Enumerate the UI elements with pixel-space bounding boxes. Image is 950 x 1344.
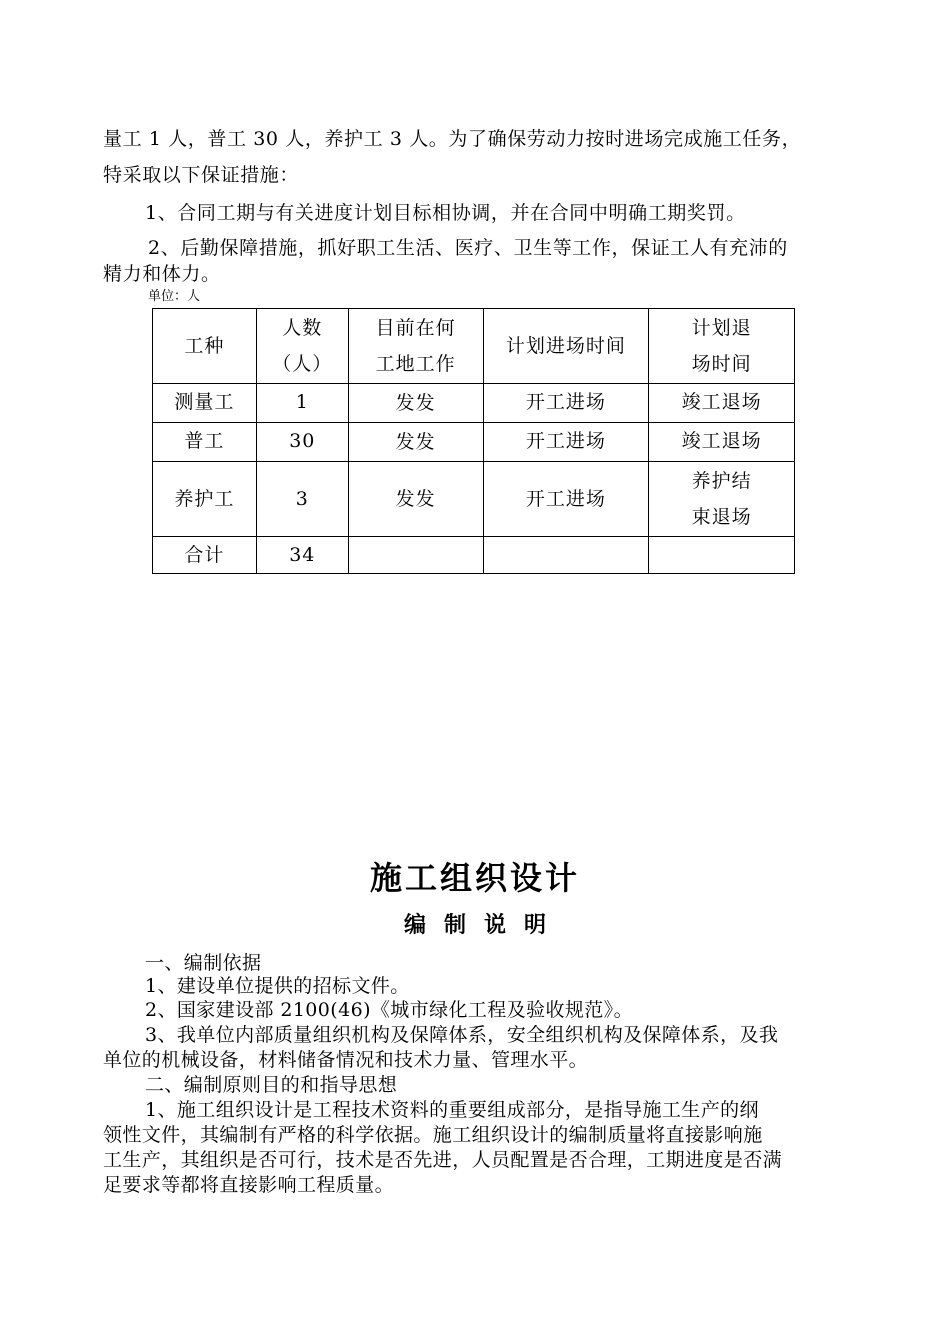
row-exit-line-2: 束退场 bbox=[691, 506, 752, 528]
row-exit: 竣工退场 bbox=[649, 423, 795, 462]
table-row bbox=[153, 462, 795, 537]
basis-item-2: 2、国家建设部 2100(46)《城市绿化工程及验收规范》。 bbox=[145, 999, 633, 1021]
table-header-row bbox=[153, 309, 795, 384]
row-exit: 竣工退场 bbox=[649, 384, 795, 423]
intro-line-2: 特采取以下保证措施： bbox=[103, 164, 300, 186]
table-total-row bbox=[153, 537, 795, 574]
table-row bbox=[153, 384, 795, 423]
row-entry: 开工进场 bbox=[483, 384, 649, 423]
row-entry: 开工进场 bbox=[483, 462, 649, 537]
row-entry: 开工进场 bbox=[483, 423, 649, 462]
total-empty-cell bbox=[348, 537, 483, 574]
header-exit-time-line-1: 计划退 bbox=[691, 317, 752, 339]
intro-line-1: 量工 1 人，普工 30 人，养护工 3 人。为了确保劳动力按时进场完成施工任务， bbox=[103, 128, 802, 150]
header-current-site-line-2: 工地工作 bbox=[375, 353, 456, 375]
staffing-table bbox=[152, 308, 795, 574]
principle-1-line-1: 1、施工组织设计是工程技术资料的重要组成部分，是指导施工生产的纲 bbox=[145, 1099, 759, 1121]
row-trade: 测量工 bbox=[153, 384, 257, 423]
principle-1-line-3: 工生产，其组织是否可行，技术是否先进，人员配置是否合理，工期进度是否满 bbox=[103, 1149, 783, 1171]
heading-basis: 一、编制依据 bbox=[145, 952, 262, 974]
header-count-line-1: 人数 bbox=[282, 317, 323, 339]
row-trade: 养护工 bbox=[153, 462, 257, 537]
row-count: 30 bbox=[256, 423, 348, 462]
section-title: 施工组织设计 bbox=[369, 859, 580, 897]
principle-1-line-4: 足要求等都将直接影响工程质量。 bbox=[103, 1174, 395, 1196]
header-entry-time: 计划进场时间 bbox=[483, 309, 649, 384]
header-exit-time-line-2: 场时间 bbox=[691, 353, 752, 375]
row-count: 3 bbox=[256, 462, 348, 537]
basis-item-3-line-1: 3、我单位内部质量组织机构及保障体系，安全组织机构及保障体系，及我 bbox=[145, 1024, 779, 1046]
heading-principles: 二、编制原则目的和指导思想 bbox=[145, 1074, 398, 1096]
row-exit-line-1: 养护结 bbox=[691, 470, 752, 492]
measure-item-1: 1、合同工期与有关进度计划目标相协调，并在合同中明确工期奖罚。 bbox=[145, 202, 746, 224]
header-count bbox=[256, 309, 348, 384]
table-unit-label: 单位：人 bbox=[148, 289, 201, 304]
header-current-site-line-1: 目前在何 bbox=[375, 317, 456, 339]
row-count: 1 bbox=[256, 384, 348, 423]
measure-item-2-line-2: 精力和体力。 bbox=[103, 263, 221, 285]
total-count: 34 bbox=[256, 537, 348, 574]
header-exit-time bbox=[649, 309, 795, 384]
table-row bbox=[153, 423, 795, 462]
total-label: 合计 bbox=[153, 537, 257, 574]
header-count-line-2: （人） bbox=[272, 353, 333, 375]
total-empty-cell bbox=[483, 537, 649, 574]
measure-item-2-line-1: 2、后勤保障措施，抓好职工生活、医疗、卫生等工作，保证工人有充沛的 bbox=[148, 237, 788, 259]
row-site: 发发 bbox=[348, 462, 483, 537]
header-trade: 工种 bbox=[153, 309, 257, 384]
row-site: 发发 bbox=[348, 384, 483, 423]
header-current-site bbox=[348, 309, 483, 384]
section-subtitle: 编制说明 bbox=[403, 912, 564, 938]
total-empty-cell bbox=[649, 537, 795, 574]
basis-item-1: 1、建设单位提供的招标文件。 bbox=[145, 975, 410, 997]
row-exit bbox=[649, 462, 795, 537]
basis-item-3-line-2: 单位的机械设备，材料储备情况和技术力量、管理水平。 bbox=[103, 1049, 589, 1071]
row-trade: 普工 bbox=[153, 423, 257, 462]
principle-1-line-2: 领性文件，其编制有严格的科学依据。施工组织设计的编制质量将直接影响施 bbox=[103, 1124, 763, 1146]
row-site: 发发 bbox=[348, 423, 483, 462]
